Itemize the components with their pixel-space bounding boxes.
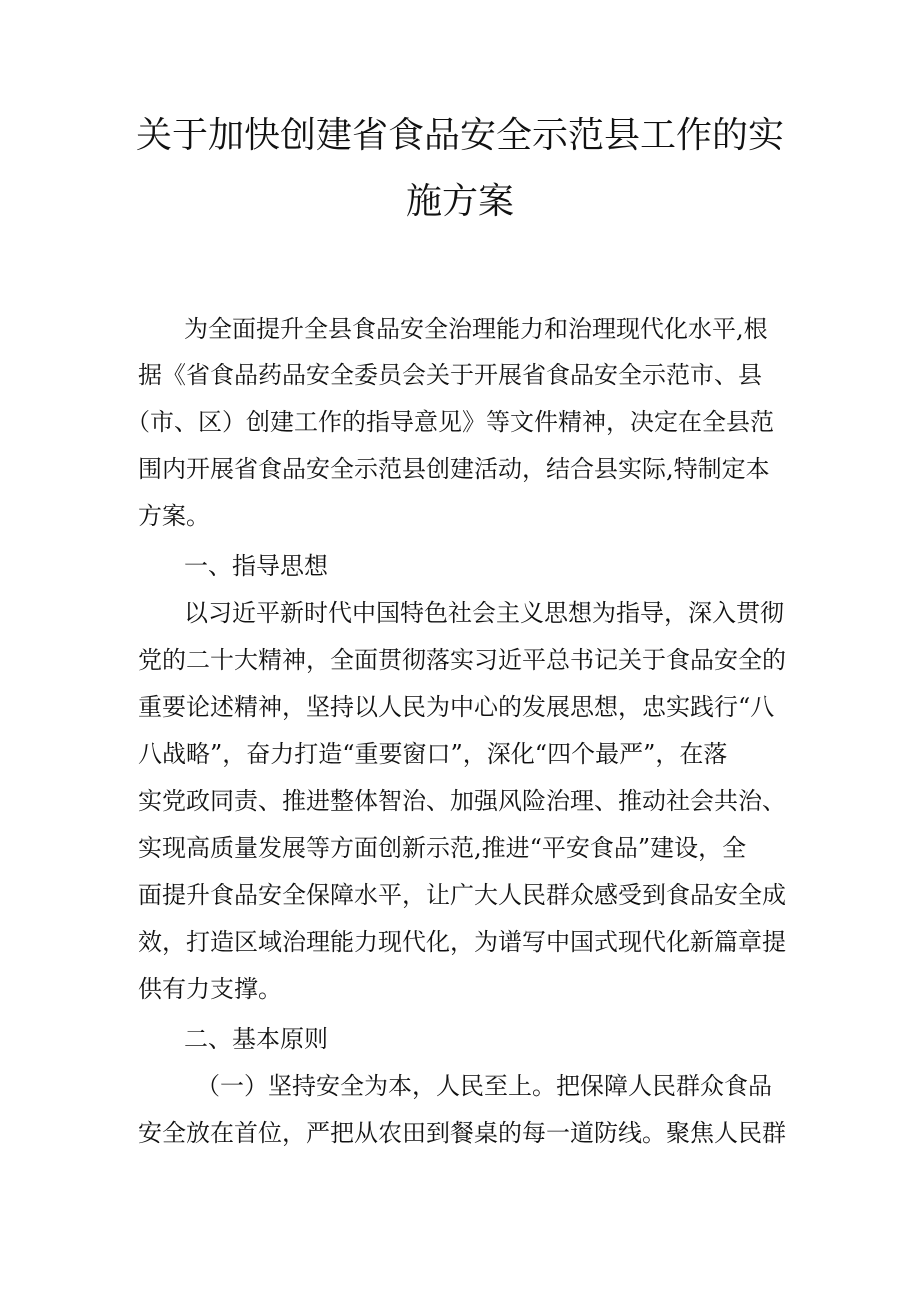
paragraph-line: 以习近平新时代中国特色社会主义思想为指导，深入贯彻 xyxy=(184,599,784,627)
paragraph-line: 方案。 xyxy=(138,502,210,530)
paragraph-line: 重要论述精神，坚持以人民为中心的发展思想，忠实践行“八 xyxy=(138,693,775,721)
section-heading: 一、指导思想 xyxy=(184,552,328,580)
paragraph-line: 据《省食品药品安全委员会关于开展省食品安全示范市、县 xyxy=(138,361,762,389)
paragraph-line: 实现高质量发展等方面创新示范,推进“平安食品”建设，全 xyxy=(138,834,747,862)
paragraph-line: 党的二十大精神，全面贯彻落实习近平总书记关于食品安全的 xyxy=(138,646,786,674)
paragraph-line: 实党政同责、推进整体智治、加强风险治理、推动社会共治、 xyxy=(138,787,786,815)
paragraph-line: （市、区）创建工作的指导意见》等文件精神，决定在全县范 xyxy=(126,408,774,436)
section-heading: 二、基本原则 xyxy=(184,1025,328,1053)
paragraph-line: 八战略”，奋力打造“重要窗口”，深化“四个最严”，在落 xyxy=(138,740,728,768)
paragraph-line: 围内开展省食品安全示范县创建活动，结合县实际,特制定本 xyxy=(138,455,770,483)
document-title-line-2: 施方案 xyxy=(405,181,514,222)
paragraph-line: 面提升食品安全保障水平，让广大人民群众感受到食品安全成 xyxy=(138,881,786,909)
paragraph-line: 为全面提升全县食品安全治理能力和治理现代化水平,根 xyxy=(184,315,768,343)
document-title-line-1: 关于加快创建省食品安全示范县工作的实 xyxy=(135,115,784,156)
paragraph-line: 供有力支撑。 xyxy=(138,975,282,1003)
paragraph-line: （一）坚持安全为本，人民至上。把保障人民群众食品 xyxy=(196,1072,772,1100)
paragraph-line: 安全放在首位，严把从农田到餐桌的每一道防线。聚焦人民群 xyxy=(138,1119,786,1147)
paragraph-line: 效，打造区域治理能力现代化，为谱写中国式现代化新篇章提 xyxy=(138,928,786,956)
